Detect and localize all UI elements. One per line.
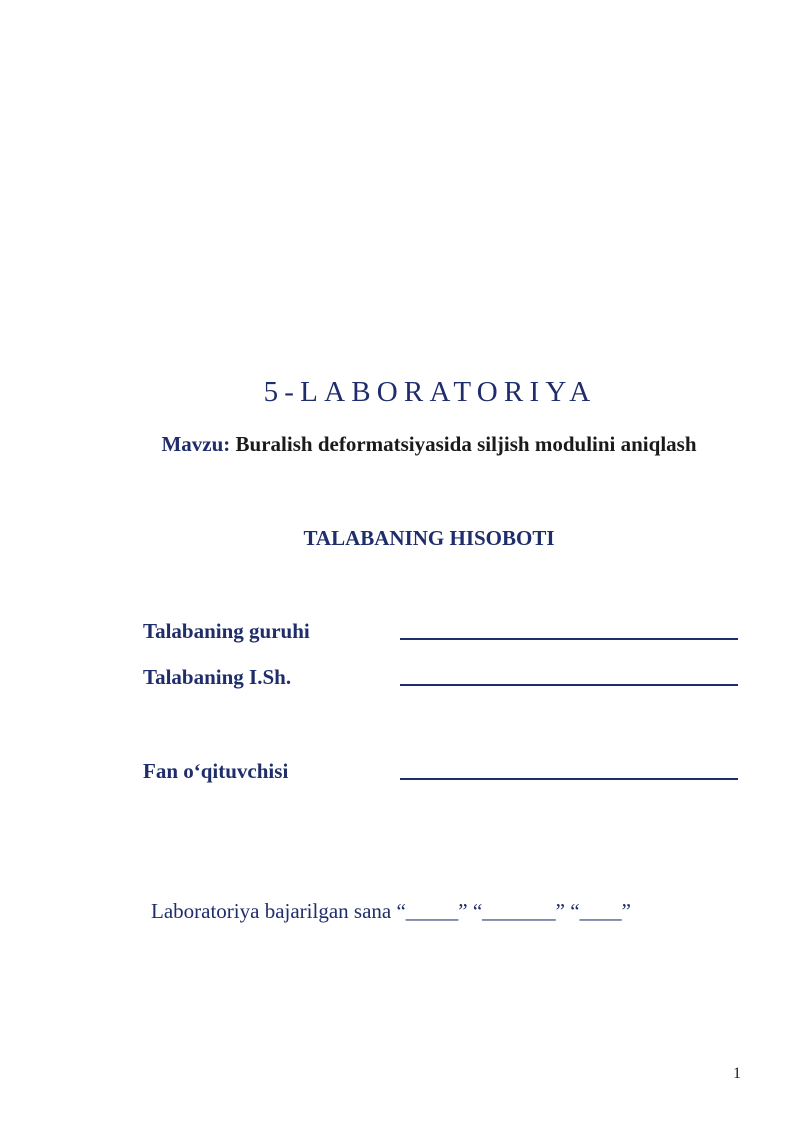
topic-text: Buralish deformatsiyasida siljish modulini aniqlash <box>235 432 697 456</box>
student-group-blank <box>400 638 738 640</box>
teacher-blank <box>400 778 738 780</box>
topic-label: Mavzu: <box>161 432 231 456</box>
lab-title: 5-LABORATORIYA <box>263 376 597 408</box>
page-number: 1 <box>733 1065 741 1082</box>
completion-date-line: Laboratoriya bajarilgan sana “_____” “_______” “____” <box>151 899 631 923</box>
student-group-label: Talabaning guruhi <box>143 619 310 643</box>
topic-line <box>0 432 800 457</box>
student-name-label: Talabaning I.Sh. <box>143 665 292 689</box>
teacher-label: Fan o‘qituvchisi <box>143 759 289 783</box>
report-heading: TALABANING HISOBOTI <box>303 526 555 550</box>
student-name-blank <box>400 684 738 686</box>
